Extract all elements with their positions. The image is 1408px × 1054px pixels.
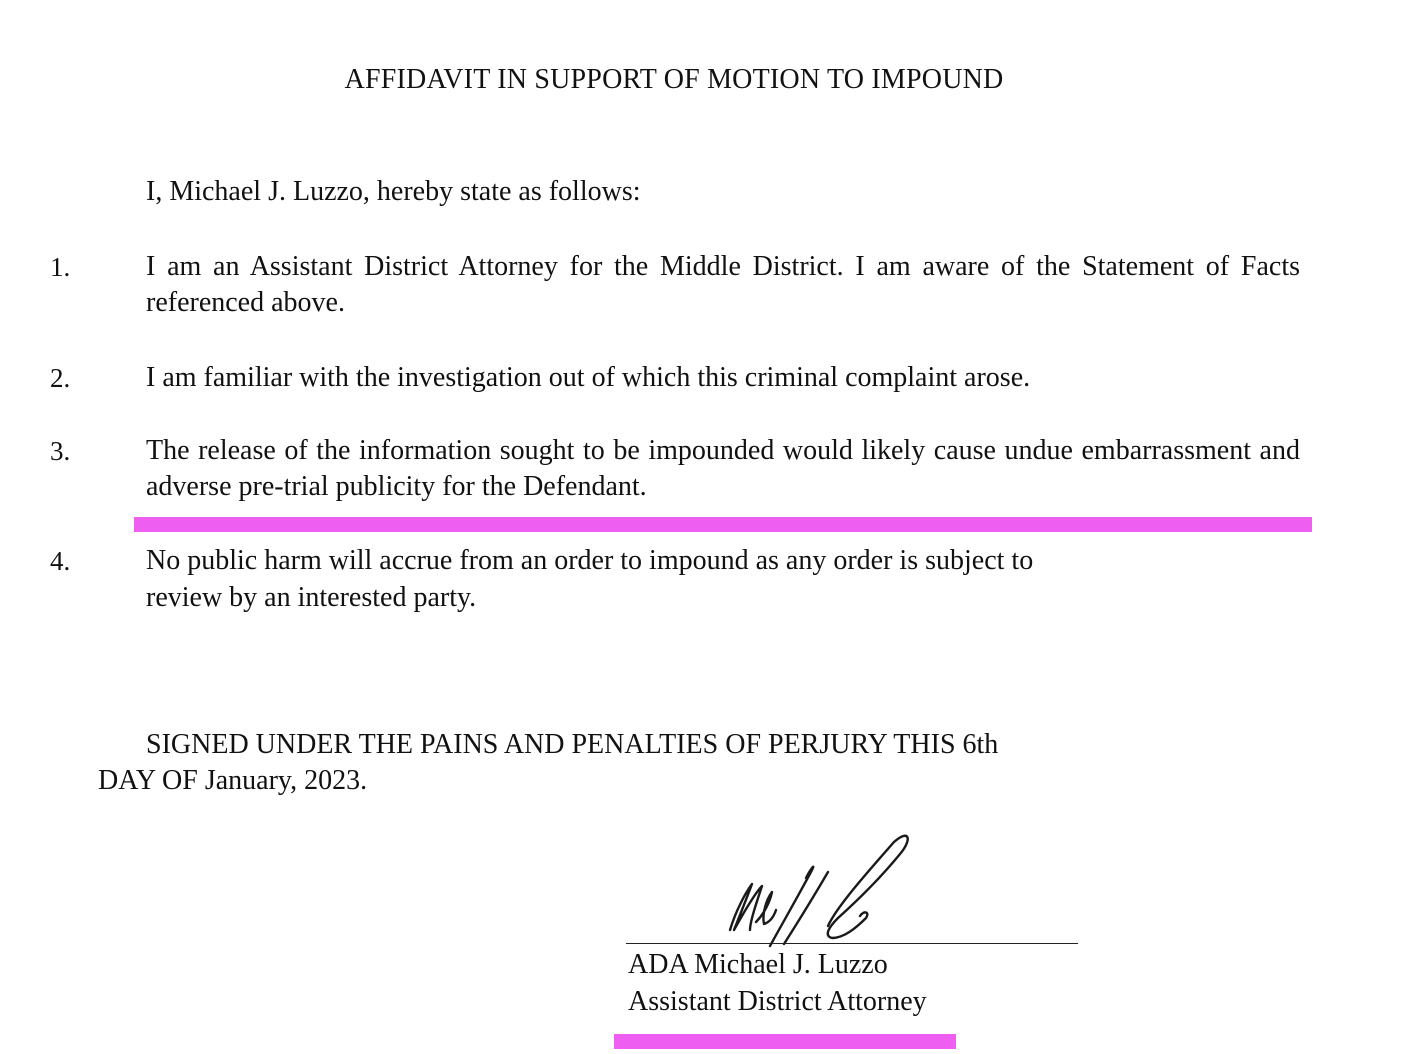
paragraph-4-line-1: No public harm will accrue from an order to impound as any order is subject to: [146, 545, 1034, 576]
paragraph-1-text: I am an Assistant District Attorney for the Middle District. I am aware of the Statement of Facts referenced above.: [146, 251, 1300, 318]
highlight-bar-paragraph-3: [134, 517, 1312, 532]
signature-line: [626, 943, 1078, 944]
paragraph-number-3: 3.: [50, 436, 71, 466]
signatory-title: Assistant District Attorney: [628, 986, 927, 1017]
paragraph-number-1: 1.: [50, 252, 71, 282]
signed-statement-line-2: DAY OF January, 2023.: [98, 765, 368, 796]
paragraph-number-2: 2.: [50, 363, 71, 393]
paragraph-4-line-2: review by an interested party.: [146, 582, 477, 613]
signed-statement-line-1: SIGNED UNDER THE PAINS AND PENALTIES OF PERJURY THIS 6th: [146, 729, 999, 760]
document-title: AFFIDAVIT IN SUPPORT OF MOTION TO IMPOUND: [344, 64, 1004, 95]
signatory-name: ADA Michael J. Luzzo: [628, 949, 888, 980]
paragraph-number-4: 4.: [50, 546, 71, 576]
handwritten-signature: [716, 826, 926, 952]
paragraph-3-text: The release of the information sought to be impounded would likely cause undue embarrassment and adverse pre-trial publicity for the Defendant.: [146, 435, 1300, 502]
highlight-bar-signatory: [614, 1034, 956, 1049]
paragraph-2-text: I am familiar with the investigation out of which this criminal complaint arose.: [146, 362, 1031, 393]
intro-statement: I, Michael J. Luzzo, hereby state as follows:: [146, 176, 641, 207]
